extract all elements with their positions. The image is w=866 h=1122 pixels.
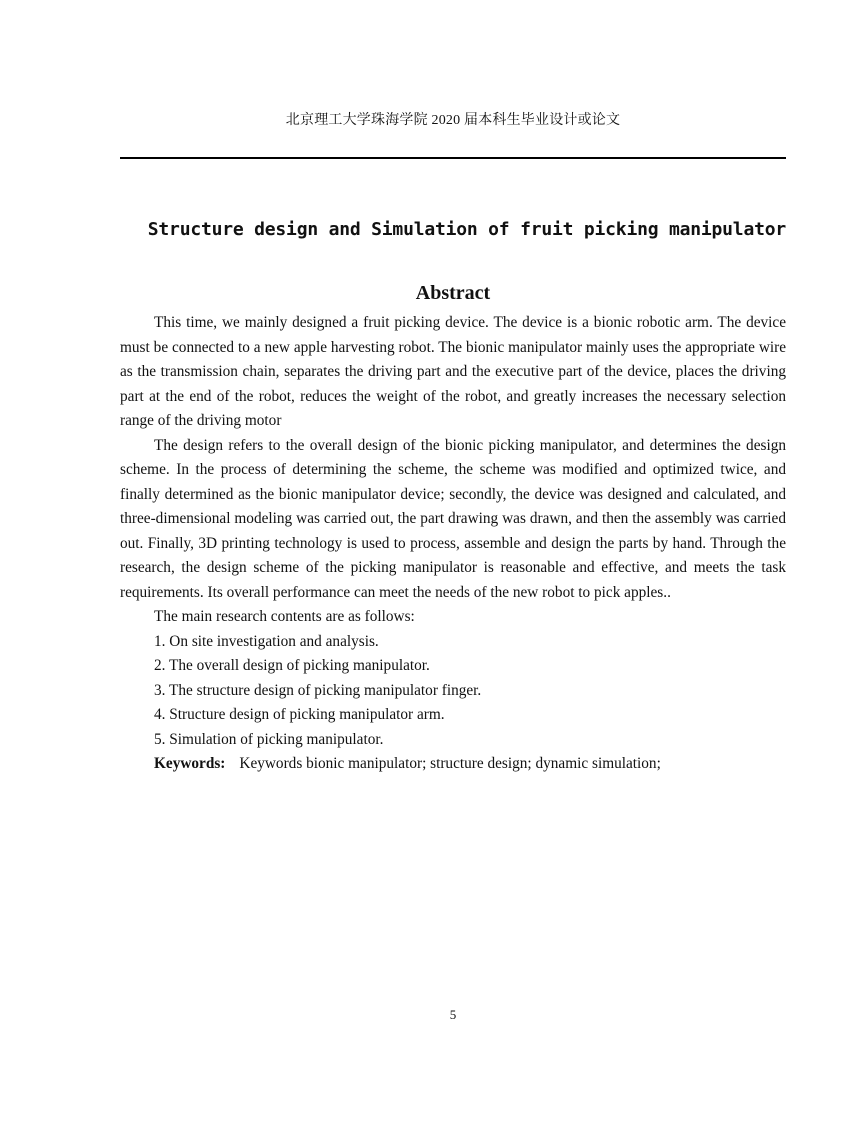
keywords-label: Keywords:: [154, 755, 226, 772]
abstract-paragraph-3: The main research contents are as follows:: [154, 608, 415, 625]
keywords-line: [120, 752, 786, 777]
research-content-item-5: 5. Simulation of picking manipulator.: [154, 730, 384, 748]
running-header: 北京理工大学珠海学院 2020 届本科生毕业设计或论文: [285, 113, 621, 128]
research-content-item-2: 2. The overall design of picking manipulator.: [154, 657, 430, 674]
abstract-paragraph-2: The design refers to the overall design of the bionic picking manipulator, and determines the design scheme. In the process of determining the scheme, the scheme was modified and optimized twice, and finally determined as the bionic manipulator device; secondly, the device was designed and calculated, and three-dimensional modeling was carried out, the part drawing was drawn, and then the assembly was carried out. Finally, 3D printing technology is used to process, assemble and design the parts by hand. Through the research, the design scheme of the picking manipulator is reasonable and effective, and meets the task requirements. Its overall performance can meet the needs of the new robot to pick apples..: [120, 436, 786, 601]
research-content-item-4: 4. Structure design of picking manipulator arm.: [154, 706, 445, 723]
page-number: 5: [449, 1007, 457, 1022]
research-content-item-1: 1. On site investigation and analysis.: [154, 632, 379, 650]
abstract-heading: Abstract: [415, 282, 491, 304]
abstract-paragraph-1: This time, we mainly designed a fruit picking device. The device is a bionic robotic arm. The device must be connected to a new apple harvesting robot. The bionic manipulator mainly uses the appropriate wire as the transmission chain, separates the driving part and the executive part of the device, places the driving part at the end of the robot, reduces the weight of the robot, and greatly increases the necessary selection range of the driving motor: [120, 314, 786, 429]
header-rule: [120, 157, 786, 159]
paper-title: Structure design and Simulation of fruit picking manipulator: [147, 219, 786, 240]
keywords-text: Keywords bionic manipulator; structure design; dynamic simulation;: [239, 755, 661, 772]
abstract-body: [120, 311, 786, 777]
research-content-item-3: 3. The structure design of picking manipulator finger.: [154, 681, 482, 699]
